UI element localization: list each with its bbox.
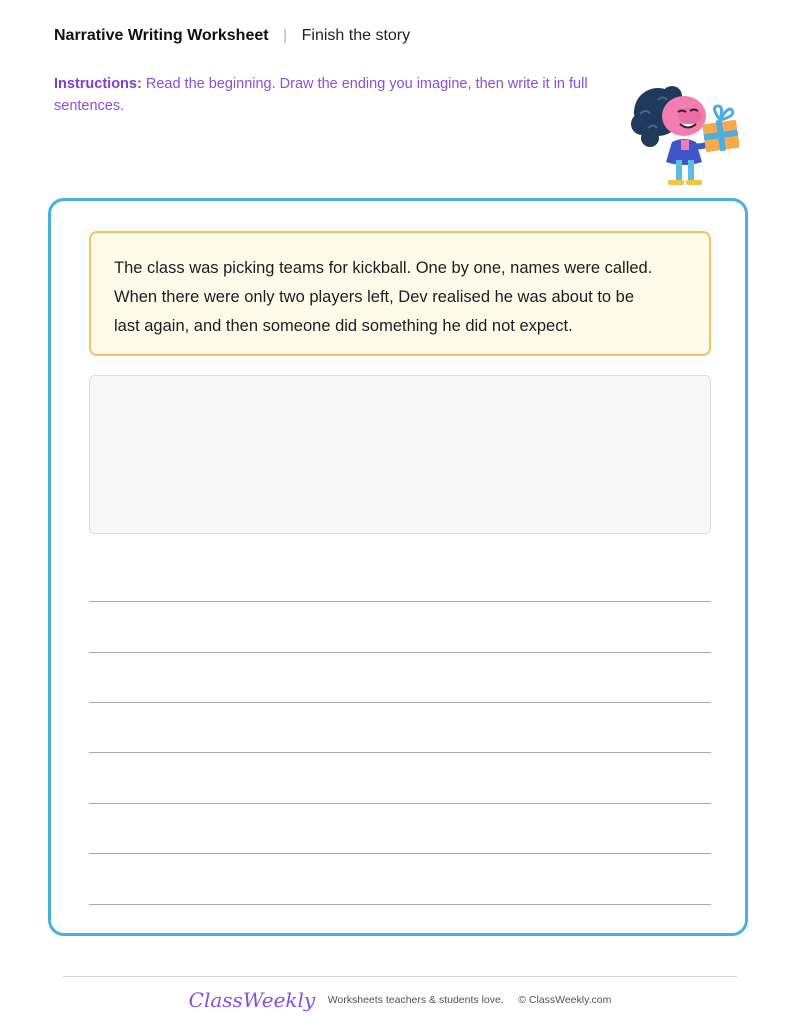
worksheet-header	[54, 26, 410, 46]
drawing-area[interactable]	[89, 375, 711, 534]
brand-logo: ClassWeekly	[188, 988, 316, 1012]
writing-line[interactable]	[89, 702, 711, 703]
worksheet-subtitle: Finish the story	[301, 27, 411, 44]
worksheet-title: Narrative Writing Worksheet	[54, 27, 269, 44]
footer-copyright: © ClassWeekly.com	[518, 994, 612, 1006]
writing-line[interactable]	[89, 652, 711, 653]
writing-line[interactable]	[89, 853, 711, 854]
instructions-text: Read the beginning. Draw the ending you imagine, then write it in full sentences.	[54, 76, 588, 114]
instructions-label: Instructions:	[54, 76, 142, 92]
story-line: When there were only two players left, Dev realised he was about to be	[114, 288, 635, 306]
instructions	[54, 73, 594, 117]
footer	[0, 988, 800, 1012]
story-line: last again, and then someone did something he did not expect.	[114, 317, 573, 335]
writing-line[interactable]	[89, 803, 711, 804]
header-separator: |	[283, 27, 288, 44]
writing-line[interactable]	[89, 752, 711, 753]
writing-line[interactable]	[89, 601, 711, 602]
kid-with-gift-illustration	[628, 84, 746, 190]
footer-divider	[63, 976, 737, 977]
story-beginning-box	[89, 231, 711, 356]
story-line: The class was picking teams for kickball. One by one, names were called.	[114, 259, 653, 277]
footer-tagline: Worksheets teachers & students love.	[327, 994, 504, 1006]
writing-line[interactable]	[89, 904, 711, 905]
